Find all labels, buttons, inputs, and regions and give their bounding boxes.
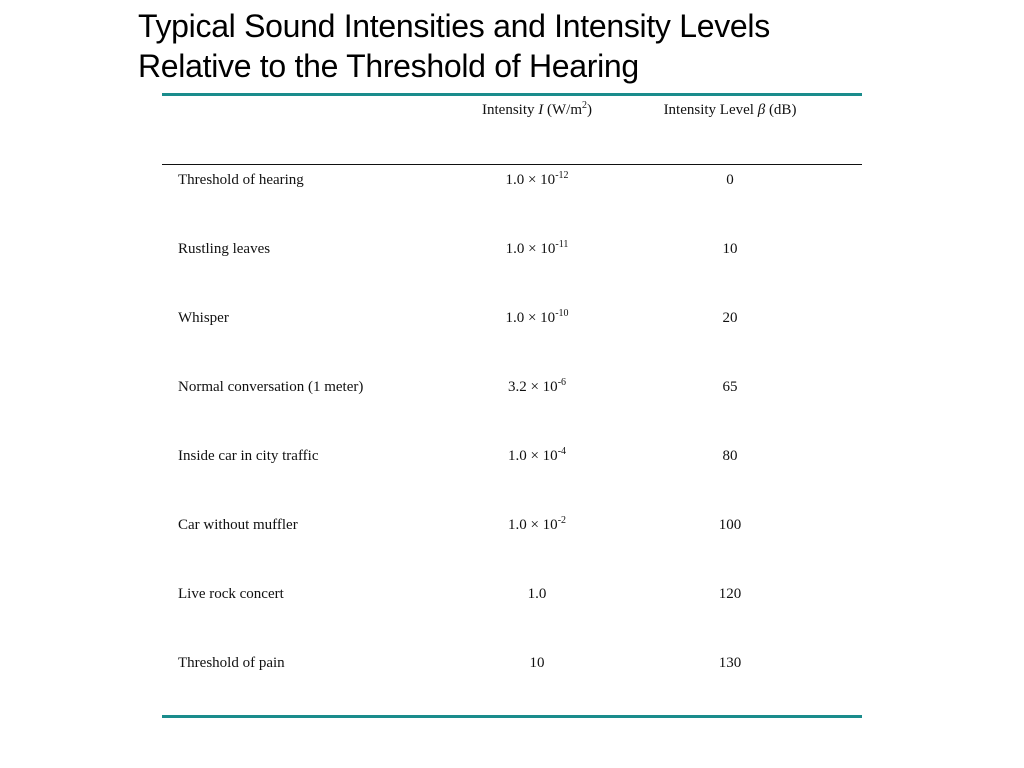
table-row-source: Normal conversation (1 meter) [178,379,364,395]
table-row-intensity: $3.2 \times 10^{-6}$ [507,377,567,395]
table-row-intensity: 10 [529,655,545,671]
table-row-source: Rustling leaves [178,241,271,257]
table-row-intensity: $1.0 \times 10^{-12}$ [505,170,569,188]
table-row-source: Whisper [178,310,229,326]
title-line-1: Typical Sound Intensities and Intensity Levels [138,8,770,44]
table-row-intensity: $1.0 \times 10^{-10}$ [505,308,569,326]
table-row-level: 100 [718,517,742,533]
header-rule [162,164,862,165]
table-row-level: 20 [722,310,738,326]
table-row-source: Threshold of hearing [178,172,304,188]
table-row-level: 0 [726,172,734,188]
table-row-source: Live rock concert [178,586,284,602]
title-line-2: Relative to the Threshold of Hearing [138,48,639,84]
table-row-intensity: $1.0 \times 10^{-4}$ [507,446,567,464]
table-row-intensity: $1.0 \times 10^{-11}$ [505,239,569,257]
table-row-level: 10 [722,241,738,257]
page-title [138,6,770,86]
column-header-intensity: Intensity I $(W/m^2)$ [482,100,592,118]
table-row-level: 130 [718,655,742,671]
table-row-intensity: 1.0 [527,586,547,602]
table-row-level: 80 [722,448,738,464]
table-row-source: Inside car in city traffic [178,448,319,464]
table-row-level: 120 [718,586,742,602]
table-top-rule [162,93,862,96]
table-row-source: Car without muffler [178,517,298,533]
table-bottom-rule [162,715,862,718]
table-row-level: 65 [722,379,738,395]
table-row-intensity: $1.0 \times 10^{-2}$ [507,515,567,533]
column-header-intensity-level: Intensity Level β (dB) [663,102,797,118]
table-row-source: Threshold of pain [178,655,285,671]
